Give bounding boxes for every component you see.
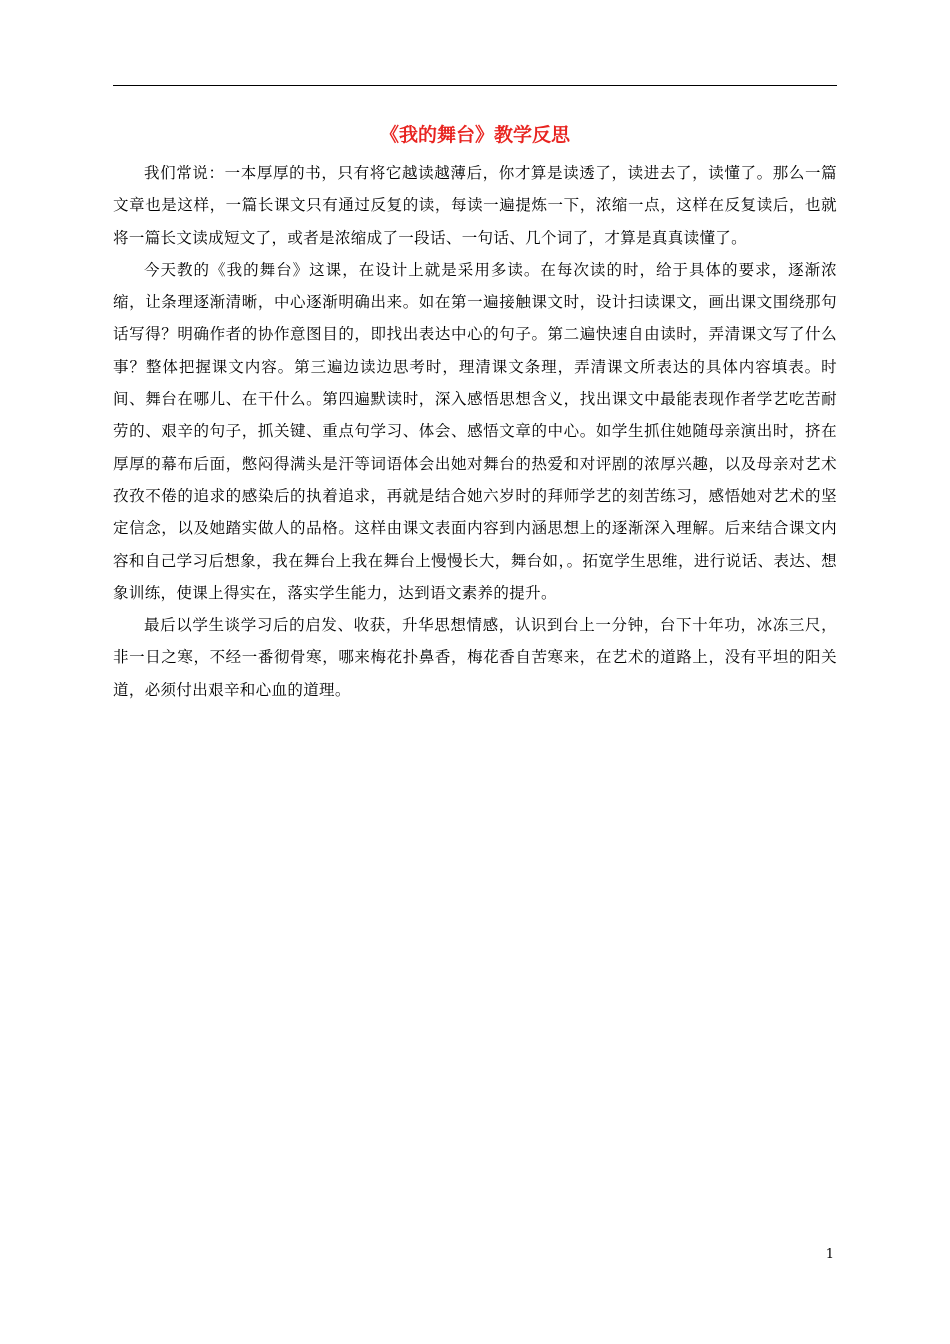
page-number: 1 <box>825 1247 834 1262</box>
paragraph-1: 我们常说：一本厚厚的书，只有将它越读越薄后，你才算是读透了，读进去了，读懂了。那么一篇文章也是这样，一篇长课文只有通过反复的读，每读一遍提炼一下，浓缩一点，这样在反复读后，也就将一篇长文读成短文了，或者是浓缩成了一段话、一句话、几个词了，才算是真真读懂了。 <box>113 164 837 247</box>
paragraph-3: 最后以学生谈学习后的启发、收获，升华思想情感，认识到台上一分钟，台下十年功，冰冻三尺，非一日之寒，不经一番彻骨寒，哪来梅花扑鼻香，梅花香自苦寒来，在艺术的道路上，没有平坦的阳关道，必须付出艰辛和心血的道理。 <box>113 616 837 699</box>
document-body <box>113 157 837 706</box>
header-rule <box>113 85 837 86</box>
paragraph-2: 今天教的《我的舞台》这课，在设计上就是采用多读。在每次读的时，给于具体的要求，逐渐浓缩，让条理逐渐清晰，中心逐渐明确出来。如在第一遍接触课文时，设计扫读课文，画出课文围绕那句话写得？明确作者的协作意图目的，即找出表达中心的句子。第二遍快速自由读时，弄清课文写了什么事？整体把握课文内容。第三遍边读边思考时，理清课文条理，弄清课文所表达的具体内容填表。时间、舞台在哪儿、在干什么。第四遍默读时，深入感悟思想含义，找出课文中最能表现作者学艺吃苦耐劳的、艰辛的句子，抓关键、重点句学习、体会、感悟文章的中心。如学生抓住她随母亲演出时，挤在厚厚的幕布后面，憋闷得满头是汗等词语体会出她对舞台的热爱和对评剧的浓厚兴趣，以及母亲对艺术孜孜不倦的追求的感染后的执着追求，再就是结合她六岁时的拜师学艺的刻苦练习，感悟她对艺术的坚定信念，以及她踏实做人的品格。这样由课文表面内容到内涵思想上的逐渐深入理解。后来结合课文内容和自己学习后想象，我在舞台上我在舞台上慢慢长大，舞台如，。拓宽学生思维，进行说话、表达、想象训练，使课上得实在，落实学生能力，达到语文素养的提升。 <box>113 260 837 602</box>
document-title: 《我的舞台》教学反思 <box>379 124 570 146</box>
